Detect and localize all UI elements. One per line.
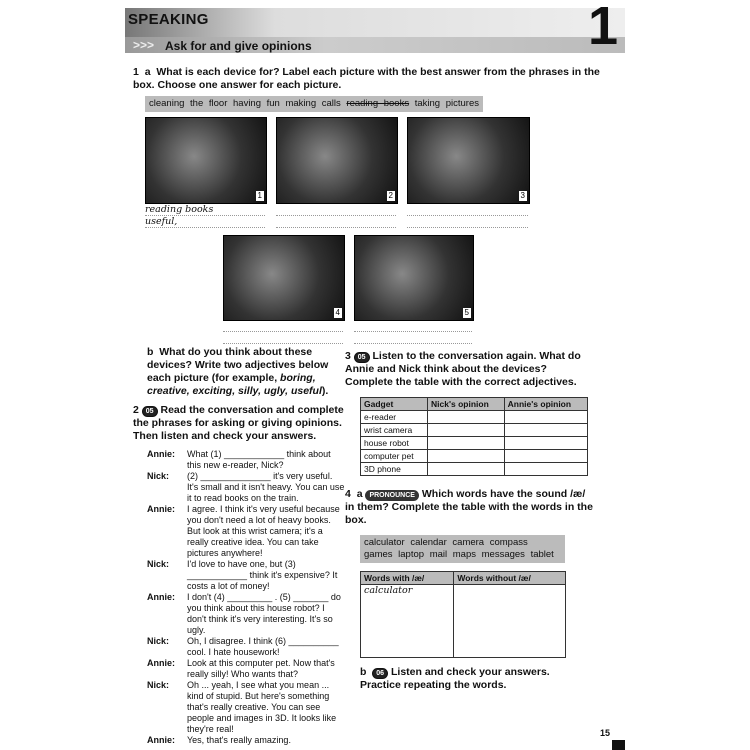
word: mail [429, 549, 448, 560]
table-row [361, 424, 588, 437]
photo-number: 1 [257, 191, 262, 200]
dialogue-text: I don't (4) _________ . (5) _______ do you think about this house robot? I don't think it's very interesting. It's so ugly. [187, 592, 341, 635]
photo-house-robot [407, 117, 530, 204]
dialogue-line [147, 471, 345, 504]
word: compass [489, 537, 528, 548]
column-header: Gadget [361, 398, 428, 411]
answer-lines-2 [276, 204, 396, 228]
exercise-1b [133, 346, 345, 398]
exercise-number: 4 [345, 488, 351, 500]
exercise-4b [360, 666, 580, 692]
sound-table [360, 571, 566, 658]
exercise-3 [345, 350, 597, 389]
photo-computer-pet [223, 235, 345, 321]
exercise-1a [133, 66, 603, 92]
opinion-table [360, 397, 588, 476]
instruction: Which words have the sound /æ/ in them? Complete the table with the words in the box. [345, 488, 593, 526]
answer-text: useful, [145, 216, 265, 228]
column-header: Annie's opinion [504, 398, 587, 411]
word-box [360, 535, 565, 563]
dialogue-line [147, 504, 345, 559]
dialogue-line [147, 735, 345, 746]
gadget-cell: computer pet [361, 450, 428, 463]
phrase-crossed: reading books [346, 98, 410, 109]
dialogue-text: Look at this computer pet. Now that's really silly! Who wants that? [187, 658, 335, 679]
dialogue-text: Oh, I disagree. I think (6) __________ cool. I hate housework! [187, 636, 339, 657]
speaker: Nick: [147, 559, 170, 569]
photo-number: 5 [464, 308, 469, 317]
photo-number: 3 [520, 191, 525, 200]
exercise-number: 3 [345, 350, 351, 362]
answer-lines-4 [223, 320, 343, 344]
dialogue-text: I'd love to have one, but (3) ____________ think it's expensive? It costs a lot of money! [187, 559, 338, 591]
word: calculator [364, 537, 405, 548]
lesson-subtitle: Ask for and give opinions [165, 39, 312, 53]
dialogue-line [147, 658, 345, 680]
chevron-icon: >>> [133, 38, 155, 52]
exercise-2 [133, 404, 345, 443]
phrase: having fun [233, 98, 280, 109]
word: messages [481, 549, 525, 560]
table-row [361, 463, 588, 476]
instruction-end: ). [321, 385, 329, 397]
instruction: What is each device for? Label each picture with the best answer from the phrases in the box. Choose one answer for each picture. [133, 66, 600, 91]
exercise-letter: a [144, 66, 151, 78]
audio-track-icon: 05 [354, 352, 370, 363]
dialogue-line [147, 592, 345, 636]
answer-lines-5 [354, 320, 472, 344]
word: games [364, 549, 393, 560]
column-header: Words with /æ/ [361, 572, 454, 585]
table-row [361, 411, 588, 424]
speaker: Annie: [147, 592, 175, 602]
phrase: taking pictures [414, 98, 479, 109]
dialogue-text: Yes, that's really amazing. [187, 735, 291, 745]
photo-e-reader [145, 117, 267, 204]
exercise-letter: b [360, 666, 367, 678]
dialogue-text: I agree. I think it's very useful because you don't need a lot of heavy books. But look at this wrist camera; it's a really creative idea. You can take pictures anywhere! [187, 504, 340, 558]
pronounce-badge: PRONOUNCE [365, 490, 419, 501]
phrase-box [145, 96, 483, 112]
dialogue-text: What (1) ____________ think about this new e-reader, Nick? [187, 449, 331, 470]
right-column [345, 350, 597, 692]
photo-3d-phone [354, 235, 474, 321]
table-row [361, 437, 588, 450]
speaker: Annie: [147, 658, 175, 668]
page-number: 15 [600, 728, 611, 738]
table-row [361, 450, 588, 463]
examples: boring, creative, exciting, silly, ugly, useful [147, 372, 322, 397]
speaker: Annie: [147, 735, 175, 745]
audio-track-icon: 06 [372, 668, 388, 679]
dialogue-line [147, 559, 345, 592]
example-answer: calculator [361, 585, 454, 658]
word: calendar [410, 537, 447, 548]
unit-number: 1 [588, 0, 619, 56]
photo-number: 4 [335, 308, 340, 317]
instruction: Listen to the conversation again. What do Annie and Nick think about the devices? Complete the table with the correct adjectives. [345, 350, 581, 388]
photo-number: 2 [388, 191, 393, 200]
gadget-cell: house robot [361, 437, 428, 450]
exercise-letter: b [147, 346, 154, 358]
conversation [133, 449, 345, 746]
exercise-number: 2 [133, 404, 139, 416]
dialogue-text: Oh ... yeah, I see what you mean ... kind of stupid. But here's something that's really creative. You can see people and images in 3D. It looks like they're real! [187, 680, 337, 734]
exercise-letter: a [356, 488, 363, 500]
speaker: Nick: [147, 680, 170, 690]
dialogue-line [147, 636, 345, 658]
speaker: Nick: [147, 636, 170, 646]
answer-lines-3 [407, 204, 528, 228]
audio-track-icon: 05 [142, 406, 158, 417]
phrase: making calls [285, 98, 341, 109]
gadget-cell: wrist camera [361, 424, 428, 437]
speaker: Nick: [147, 471, 170, 481]
page-tab [612, 740, 625, 750]
answer-lines-1 [145, 204, 265, 228]
answer-text: reading books [145, 204, 265, 216]
word: tablet [530, 549, 554, 560]
left-column [133, 346, 345, 746]
photo-wrist-camera [276, 117, 398, 204]
dialogue-text: (2) ______________ it's very useful. It's small and it isn't heavy. You can use it to read books on the train. [187, 471, 345, 503]
gadget-cell: e-reader [361, 411, 428, 424]
speaker: Annie: [147, 449, 175, 459]
word: camera [452, 537, 485, 548]
phrase: cleaning the floor [149, 98, 228, 109]
word: laptop [398, 549, 425, 560]
exercise-4a [345, 488, 597, 527]
instruction: Listen and check your answers. Practice repeating the words. [360, 666, 550, 691]
instruction: Read the conversation and complete the phrases for asking or giving opinions. Then listen and check your answers. [133, 404, 344, 442]
column-header: Words without /æ/ [454, 572, 566, 585]
word: maps [452, 549, 476, 560]
section-title: SPEAKING [128, 11, 209, 28]
speaker: Annie: [147, 504, 175, 514]
dialogue-line [147, 449, 345, 471]
gadget-cell: 3D phone [361, 463, 428, 476]
instruction: What do you think about these devices? Write two adjectives below each picture (for example, [147, 346, 329, 384]
dialogue-line [147, 680, 345, 735]
column-header: Nick's opinion [428, 398, 505, 411]
exercise-number: 1 [133, 66, 139, 78]
